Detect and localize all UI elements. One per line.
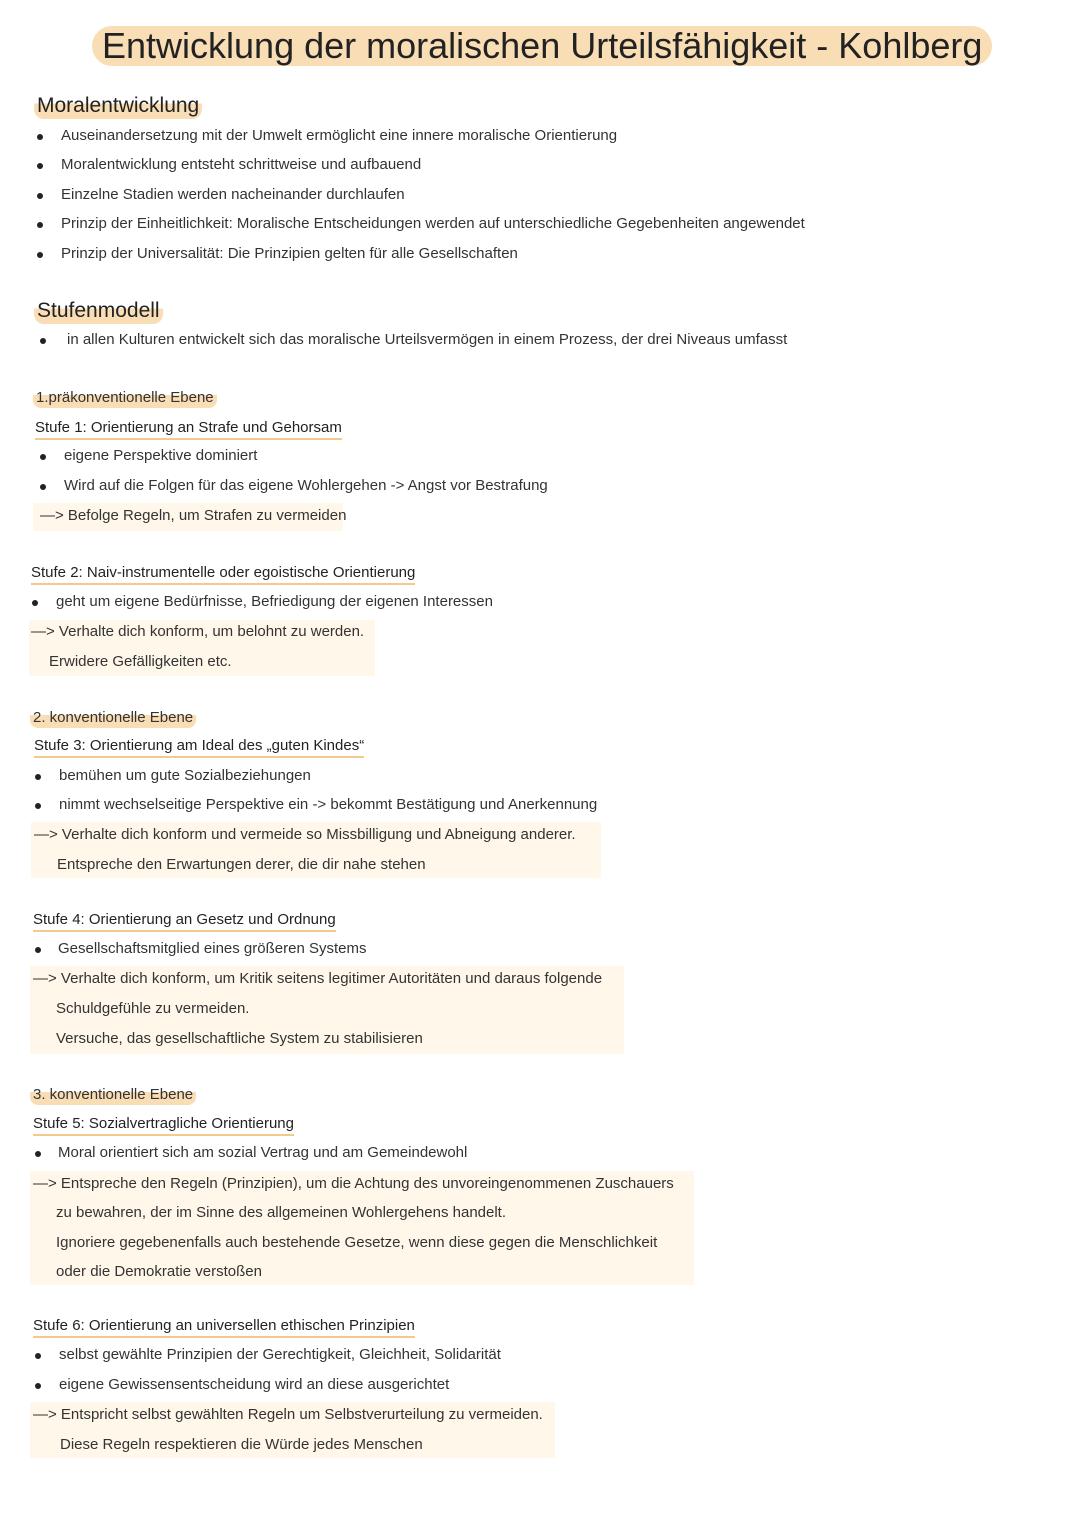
bullet-icon [40, 484, 46, 490]
bullet-icon [35, 803, 41, 809]
bullet-icon [37, 134, 43, 140]
result-text: Schuldgefühle zu vermeiden. [56, 1000, 250, 1017]
bullet-icon [35, 1151, 41, 1157]
bullet-icon [32, 600, 38, 606]
result-text: —> Entspricht selbst gewählten Regeln um Selbstverurteilung zu vermeiden. [33, 1406, 543, 1423]
list-item: nimmt wechselseitige Perspektive ein -> bekommt Bestätigung und Anerkennung [59, 796, 598, 813]
list-item: eigene Perspektive dominiert [64, 447, 258, 464]
stage-title: Stufe 4: Orientierung an Gesetz und Ordnung [33, 910, 336, 932]
heading-moralentwicklung: Moralentwicklung [34, 93, 202, 119]
list-item: Moral orientiert sich am sozial Vertrag und am Gemeindewohl [58, 1144, 468, 1161]
stage-title: Stufe 3: Orientierung am Ideal des „guten Kindes“ [34, 736, 364, 758]
list-item: Prinzip der Universalität: Die Prinzipien gelten für alle Gesellschaften [61, 245, 518, 262]
stage-title: Stufe 1: Orientierung an Strafe und Gehorsam [35, 418, 342, 440]
bullet-icon [40, 338, 46, 344]
result-text: —> Entspreche den Regeln (Prinzipien), um die Achtung des unvoreingenommenen Zuschauers [33, 1175, 674, 1192]
list-item: in allen Kulturen entwickelt sich das moralische Urteilsvermögen in einem Prozess, der drei Niveaus umfasst [67, 331, 788, 348]
list-item: Einzelne Stadien werden nacheinander durchlaufen [61, 186, 405, 203]
bullet-icon [35, 1353, 41, 1359]
page-title: Entwicklung der moralischen Urteilsfähigkeit - Kohlberg [92, 26, 992, 66]
bullet-icon [37, 252, 43, 258]
bullet-icon [37, 163, 43, 169]
stage-title: Stufe 5: Sozialvertragliche Orientierung [33, 1114, 294, 1136]
bullet-icon [37, 193, 43, 199]
result-text: —> Verhalte dich konform, um belohnt zu werden. [31, 623, 365, 640]
list-item: selbst gewählte Prinzipien der Gerechtigkeit, Gleichheit, Solidarität [59, 1346, 501, 1363]
level-label: 3. konventionelle Ebene [30, 1085, 196, 1105]
list-item: Prinzip der Einheitlichkeit: Moralische Entscheidungen werden auf unterschiedliche Gegebenheiten angewendet [61, 215, 805, 232]
result-text: Erwidere Gefälligkeiten etc. [49, 653, 232, 670]
result-text: —> Verhalte dich konform und vermeide so Missbilligung und Abneigung anderer. [34, 826, 576, 843]
level-label: 2. konventionelle Ebene [30, 708, 196, 728]
bullet-icon [37, 222, 43, 228]
list-item: geht um eigene Bedürfnisse, Befriedigung der eigenen Interessen [56, 593, 493, 610]
result-text: —> Befolge Regeln, um Strafen zu vermeiden [40, 507, 347, 524]
level-label: 1.präkonventionelle Ebene [33, 388, 217, 408]
list-item: eigene Gewissensentscheidung wird an diese ausgerichtet [59, 1376, 450, 1393]
bullet-icon [40, 454, 46, 460]
stage-title: Stufe 2: Naiv-instrumentelle oder egoistische Orientierung [31, 563, 415, 585]
result-text: Diese Regeln respektieren die Würde jedes Menschen [60, 1436, 423, 1453]
bullet-icon [35, 774, 41, 780]
list-item: Wird auf die Folgen für das eigene Wohlergehen -> Angst vor Bestrafung [64, 477, 548, 494]
result-text: Ignoriere gegebenenfalls auch bestehende Gesetze, wenn diese gegen die Menschlichkeit [56, 1234, 658, 1251]
bullet-icon [35, 1383, 41, 1389]
result-text: —> Verhalte dich konform, um Kritik seitens legitimer Autoritäten und daraus folgende [33, 970, 603, 987]
result-text: oder die Demokratie verstoßen [56, 1263, 262, 1280]
bullet-icon [35, 947, 41, 953]
list-item: Moralentwicklung entsteht schrittweise und aufbauend [61, 156, 422, 173]
result-text: zu bewahren, der im Sinne des allgemeinen Wohlergehens handelt. [56, 1204, 507, 1221]
list-item: bemühen um gute Sozialbeziehungen [59, 767, 311, 784]
list-item: Auseinandersetzung mit der Umwelt ermöglicht eine innere moralische Orientierung [61, 127, 618, 144]
heading-stufenmodell: Stufenmodell [34, 298, 163, 324]
result-text: Versuche, das gesellschaftliche System zu stabilisieren [56, 1030, 423, 1047]
list-item: Gesellschaftsmitglied eines größeren Systems [58, 940, 367, 957]
stage-title: Stufe 6: Orientierung an universellen ethischen Prinzipien [33, 1316, 415, 1338]
result-text: Entspreche den Erwartungen derer, die dir nahe stehen [57, 856, 426, 873]
